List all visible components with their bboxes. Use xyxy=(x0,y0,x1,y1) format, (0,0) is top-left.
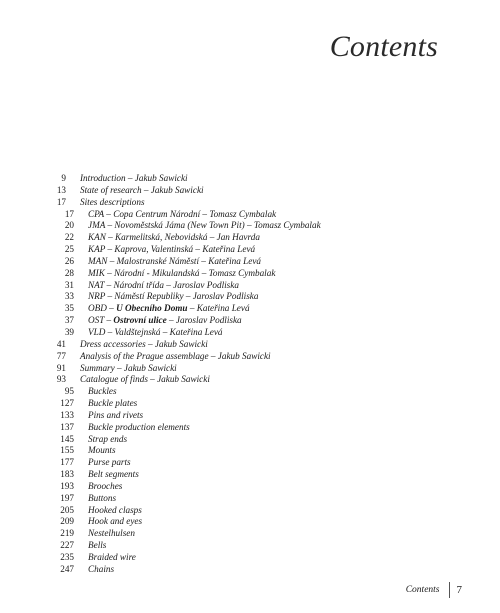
toc-entry-title xyxy=(88,315,242,327)
toc-entry-title: Braided wire xyxy=(88,552,136,562)
toc-entry xyxy=(40,457,460,469)
toc-entry-title: JMA – Novoměstská Jáma (New Town Pit) – Tomasz Cymbalak xyxy=(88,220,321,231)
toc-page-number: 155 xyxy=(60,445,74,456)
footer-label: Contents xyxy=(405,585,440,595)
toc-page-number: 77 xyxy=(56,350,66,361)
toc-page-number: 193 xyxy=(60,480,74,491)
toc-entry xyxy=(40,268,460,280)
toc-page-number: 137 xyxy=(60,421,74,432)
toc-page-number: 37 xyxy=(64,315,74,326)
toc-entry-title-suffix: – Kateřina Levá xyxy=(187,303,250,314)
toc-entry-title: Analysis of the Prague assemblage – Jakub Sawicki xyxy=(80,350,271,361)
toc-entry-title: VLD – Valdštejnská – Kateřina Levá xyxy=(88,326,223,337)
toc-entry xyxy=(40,280,460,292)
toc-entry xyxy=(40,398,460,410)
page-title: Contents xyxy=(329,30,438,63)
toc-page-number: 33 xyxy=(64,291,74,302)
toc-entry xyxy=(40,232,460,244)
toc-entry xyxy=(40,516,460,528)
toc-entry-title: CPA – Copa Centrum Národní – Tomasz Cymbalak xyxy=(88,208,277,219)
toc-entry-title-prefix: OBD – xyxy=(88,303,117,314)
toc-entry xyxy=(40,185,460,197)
toc-entry-title: KAN – Karmelitská, Nebovidská – Jan Havrda xyxy=(88,232,260,243)
toc-page-number: 247 xyxy=(60,563,74,574)
toc-page-number: 197 xyxy=(60,492,74,503)
toc-entry-title: NRP – Náměstí Republiky – Jaroslav Podliska xyxy=(88,291,259,302)
toc-entry xyxy=(40,540,460,552)
toc-entry-title: Mounts xyxy=(88,445,116,456)
toc-entry xyxy=(40,434,460,446)
toc-page-number: 205 xyxy=(60,504,74,515)
toc-entry-title: Purse parts xyxy=(88,457,131,468)
toc-page-number: 209 xyxy=(60,516,74,527)
toc-entry-title: Brooches xyxy=(88,480,123,491)
toc-entry xyxy=(40,220,460,232)
toc-entry xyxy=(40,564,460,576)
footer-divider xyxy=(449,582,450,598)
toc-page-number: 39 xyxy=(64,326,74,337)
page-footer xyxy=(406,582,462,598)
toc-entry xyxy=(40,315,460,327)
toc-entry xyxy=(40,173,460,185)
toc-page-number: 31 xyxy=(64,279,74,290)
toc-entry xyxy=(40,374,460,386)
toc-entry-title: Buckle production elements xyxy=(88,421,190,432)
toc-entry-title: Summary – Jakub Sawicki xyxy=(80,362,177,373)
toc-entry xyxy=(40,410,460,422)
toc-entry xyxy=(40,244,460,256)
toc-page-number: 25 xyxy=(64,244,74,255)
toc-page-number: 28 xyxy=(64,267,74,278)
toc-entry-title: Pins and rivets xyxy=(88,409,144,420)
toc-entry xyxy=(40,422,460,434)
toc-page-number: 93 xyxy=(56,374,66,385)
toc-page-number: 41 xyxy=(56,338,66,349)
toc-entry-title: Nestelhulsen xyxy=(88,528,135,539)
toc-page-number: 95 xyxy=(64,386,74,397)
toc-entry-title: Buttons xyxy=(88,492,117,503)
table-of-contents xyxy=(40,173,460,576)
toc-entry-title: Introduction – Jakub Sawicki xyxy=(80,173,188,183)
toc-entry-title-suffix: – Jaroslav Podliska xyxy=(166,315,242,326)
toc-entry xyxy=(40,445,460,457)
toc-entry xyxy=(40,386,460,398)
toc-entry-title: Sites descriptions xyxy=(80,196,145,207)
toc-page-number: 26 xyxy=(64,255,74,266)
toc-entry-title: MIK – Národní - Mikulandská – Tomasz Cymbalak xyxy=(88,267,276,278)
toc-entry xyxy=(40,469,460,481)
toc-entry-title: Strap ends xyxy=(88,433,128,444)
toc-entry xyxy=(40,327,460,339)
toc-page-number: 17 xyxy=(56,196,66,207)
toc-page-number: 183 xyxy=(60,469,74,480)
toc-entry xyxy=(40,481,460,493)
toc-page-number: 177 xyxy=(60,457,74,468)
toc-entry-title: State of research – Jakub Sawicki xyxy=(80,184,204,195)
toc-entry-title: Hooked clasps xyxy=(88,504,142,515)
toc-entry-title: Hook and eyes xyxy=(88,516,143,527)
toc-entry-title: Belt segments xyxy=(88,469,139,480)
toc-entry-title xyxy=(88,303,250,315)
toc-entry xyxy=(40,505,460,517)
toc-entry xyxy=(40,291,460,303)
toc-page-number: 133 xyxy=(60,409,74,420)
page-number: 7 xyxy=(456,584,462,596)
toc-entry-title: Catalogue of finds – Jakub Sawicki xyxy=(80,374,210,385)
toc-page-number: 9 xyxy=(61,173,66,183)
toc-entry xyxy=(40,552,460,564)
toc-page-number: 20 xyxy=(64,220,74,231)
toc-entry xyxy=(40,209,460,221)
toc-entry-title: Buckles xyxy=(88,386,117,397)
toc-entry xyxy=(40,256,460,268)
toc-entry-title-bold: Ostrovní ulice xyxy=(113,315,167,326)
toc-entry-title-bold: U Obecního Domu xyxy=(116,303,188,314)
toc-page-number: 91 xyxy=(56,362,66,373)
toc-page-number: 35 xyxy=(64,303,74,314)
toc-entry xyxy=(40,363,460,375)
toc-page-number: 227 xyxy=(60,540,74,551)
toc-entry xyxy=(40,351,460,363)
toc-page-number: 17 xyxy=(64,208,74,219)
toc-page-number: 235 xyxy=(60,552,74,562)
toc-page-number: 127 xyxy=(60,398,74,409)
toc-entry-title: Chains xyxy=(88,563,115,574)
toc-entry xyxy=(40,303,460,315)
toc-entry-title: Bells xyxy=(88,540,107,551)
toc-page-number: 13 xyxy=(56,184,66,195)
toc-entry-title: KAP – Kaprova, Valentinská – Kateřina Levá xyxy=(88,244,256,255)
toc-page-number: 22 xyxy=(64,232,74,243)
toc-page-number: 219 xyxy=(60,528,74,539)
toc-entry xyxy=(40,339,460,351)
toc-entry-title: Buckle plates xyxy=(88,398,138,409)
toc-entry-title: Dress accessories – Jakub Sawicki xyxy=(80,338,208,349)
toc-entry xyxy=(40,528,460,540)
toc-page-number: 145 xyxy=(60,433,74,444)
toc-entry-title-prefix: OST – xyxy=(88,315,114,326)
toc-entry xyxy=(40,197,460,209)
toc-entry-title: MAN – Malostranské Náměstí – Kateřina Levá xyxy=(88,255,262,266)
toc-entry-title: NAT – Národní třída – Jaroslav Podliska xyxy=(88,279,239,290)
toc-entry xyxy=(40,493,460,505)
